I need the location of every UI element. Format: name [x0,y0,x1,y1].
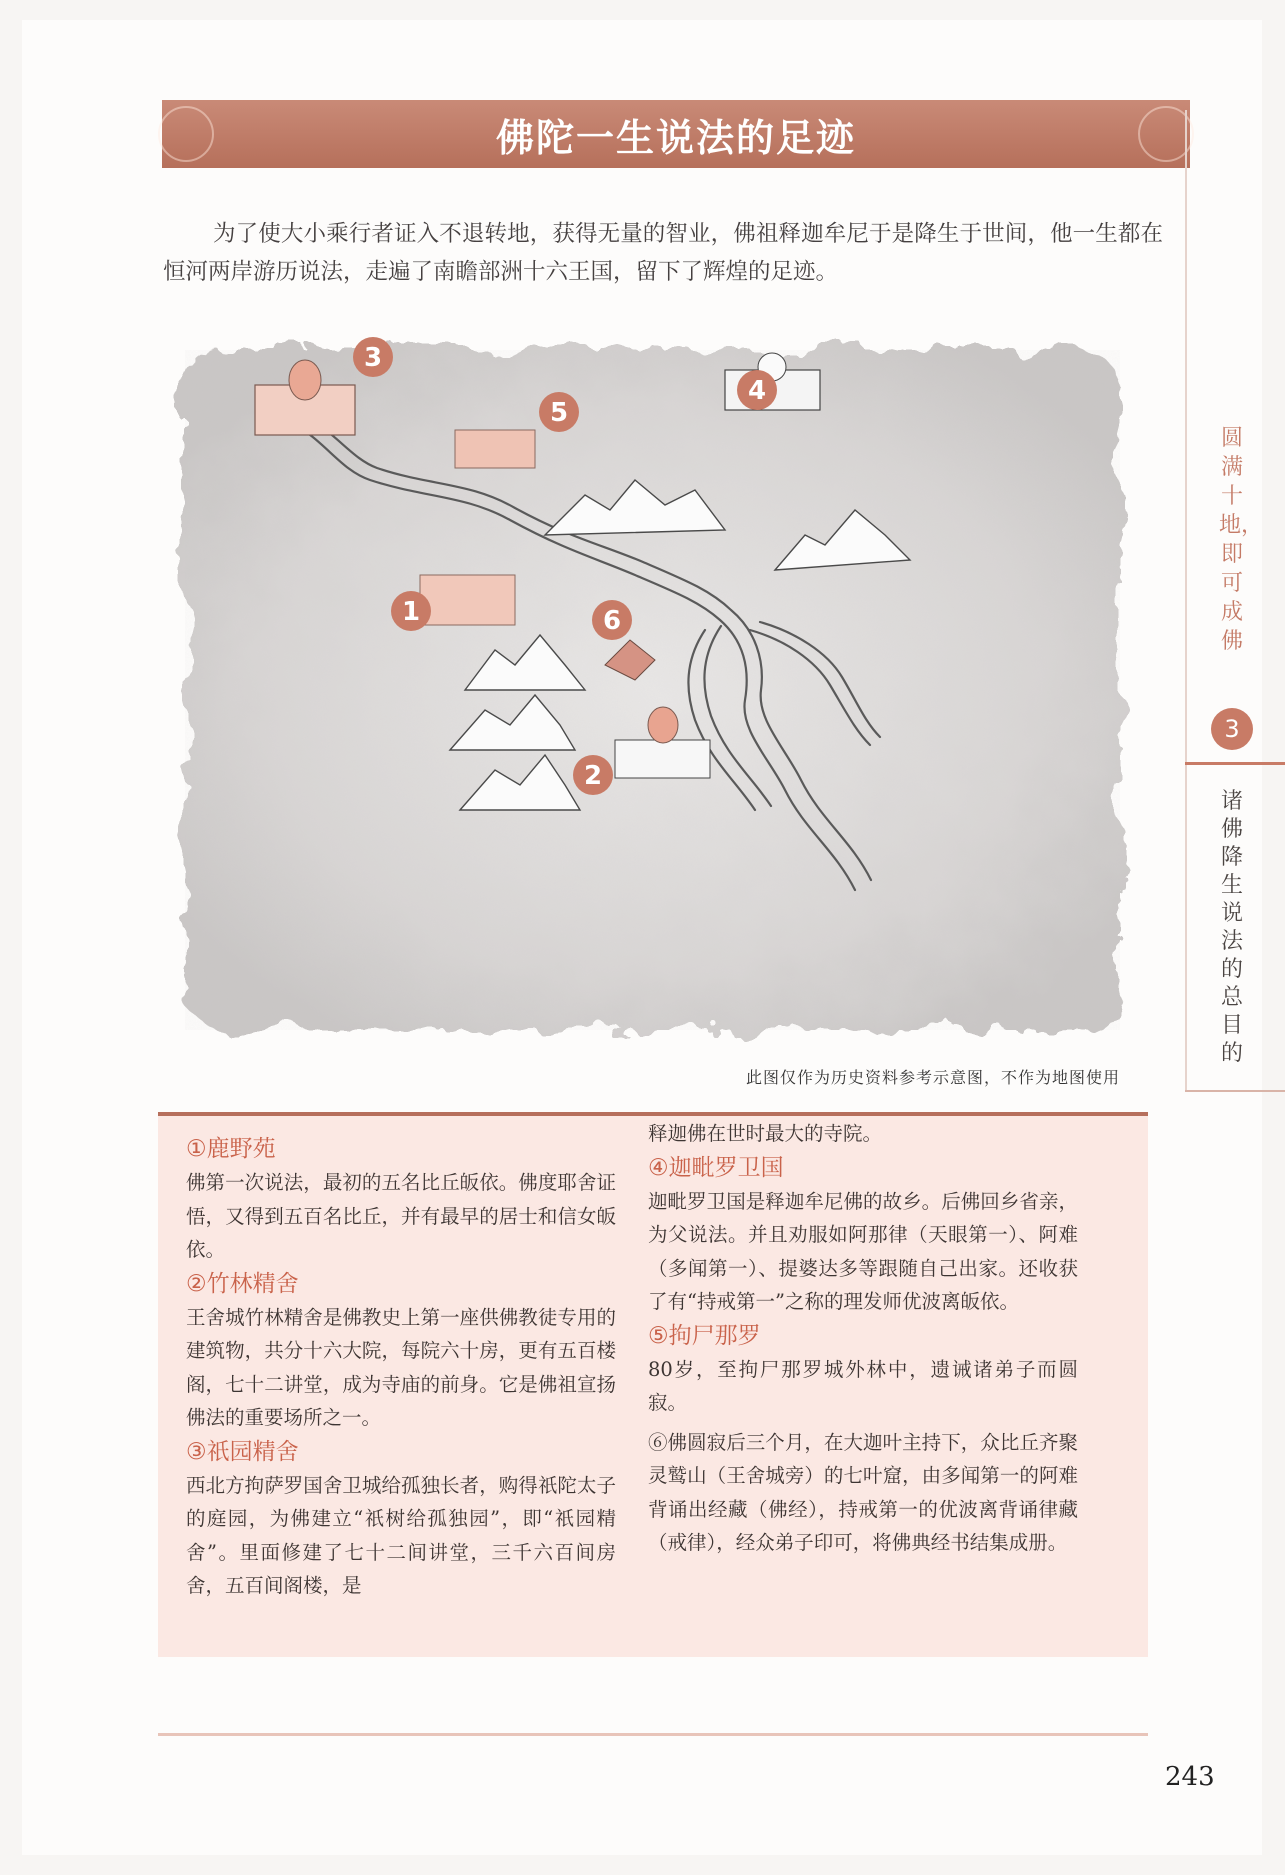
marker-label: 5 [549,398,569,428]
map-marker-3 [353,337,393,377]
bottom-rule [158,1733,1148,1736]
marker-label: 4 [747,376,767,406]
journey-map [165,330,1140,1050]
section-title: 诸佛降生说法的总目的 [1220,789,1243,1066]
chapter-number-badge: 3 [1211,708,1253,750]
map-marker-6 [592,600,632,640]
side-divider [1185,1090,1285,1092]
title-banner [162,100,1190,168]
marker-label: 3 [363,343,383,373]
place-text-continued: 释迦佛在世时最大的寺院。 [648,1122,883,1145]
map-marker-4 [737,370,777,410]
side-divider-line [1185,110,1187,1090]
intro-paragraph: 为了使大小乘行者证入不退转地，获得无量的智业，佛祖释迦牟尼于是降生于世间，他一生都在恒河两岸游历说法，走遍了南瞻部洲十六王国，留下了辉煌的足迹。 [163,221,1163,285]
place-heading: ④迦毗罗卫国 [648,1154,784,1181]
places-description-box [158,1112,1148,1657]
place-heading: ①鹿野苑 [186,1136,276,1162]
page-number: 243 [1165,1762,1215,1792]
place-text: 王舍城竹林精舍是佛教史上第一座供佛教徒专用的建筑物，共分十六大院，每院六十房，更有五百楼阁，七十二讲堂，成为寺庙的前身。它是佛祖宣扬佛法的重要场所之一。 [186,1305,616,1429]
place-text: 佛第一次说法，最初的五名比丘皈依。佛度耶舍证悟，又得到五百名比丘，并有最早的居士和信女皈依。 [186,1171,616,1261]
place-text: 80岁，至拘尸那罗城外林中，遗诫诸弟子而圆寂。 [648,1357,1078,1414]
map-marker-2 [573,755,613,795]
description-column-left [186,1132,616,1603]
page-title: 佛陀一生说法的足迹 [495,115,856,160]
lotus-ornament-icon [158,106,214,162]
map-marker-1 [391,591,431,631]
marker-label: 2 [583,761,603,791]
marker-label: 6 [602,606,622,636]
description-column-right [648,1117,1078,1560]
map-caption: 此图仅作为历史资料参考示意图，不作为地图使用 [745,1068,1120,1087]
side-divider [1185,762,1285,765]
map-marker-5 [539,392,579,432]
marker-label: 1 [401,597,421,627]
place-heading: ③祇园精舍 [186,1438,299,1465]
place-text: 迦毗罗卫国是释迦牟尼佛的故乡。后佛回乡省亲，为父说法。并且劝服如阿那律（天眼第一）、阿难（多闻第一）、提婆达多等跟随自己出家。还收获了有“持戒第一”之称的理发师优波离皈依。 [648,1189,1078,1313]
place-heading: ②竹林精舍 [186,1270,299,1297]
place-text: ⑥佛圆寂后三个月，在大迦叶主持下，众比丘齐聚灵鹫山（王舍城旁）的七叶窟，由多闻第一的阿难背诵出经藏（佛经），持戒第一的优波离背诵律藏（戒律），经众弟子印可，将佛典经书结集成册。 [648,1430,1078,1554]
place-text: 西北方拘萨罗国舍卫城给孤独长者，购得祇陀太子的庭园，为佛建立“祇树给孤独园”，即“祇园精舍”。里面修建了七十二间讲堂，三千六百间房舍，五百间阁楼，是 [186,1473,616,1597]
place-heading: ⑤拘尸那罗 [648,1322,761,1349]
chapter-title: 圆满十地，即可成佛 [1219,426,1264,654]
map-illustration [165,330,1140,1050]
